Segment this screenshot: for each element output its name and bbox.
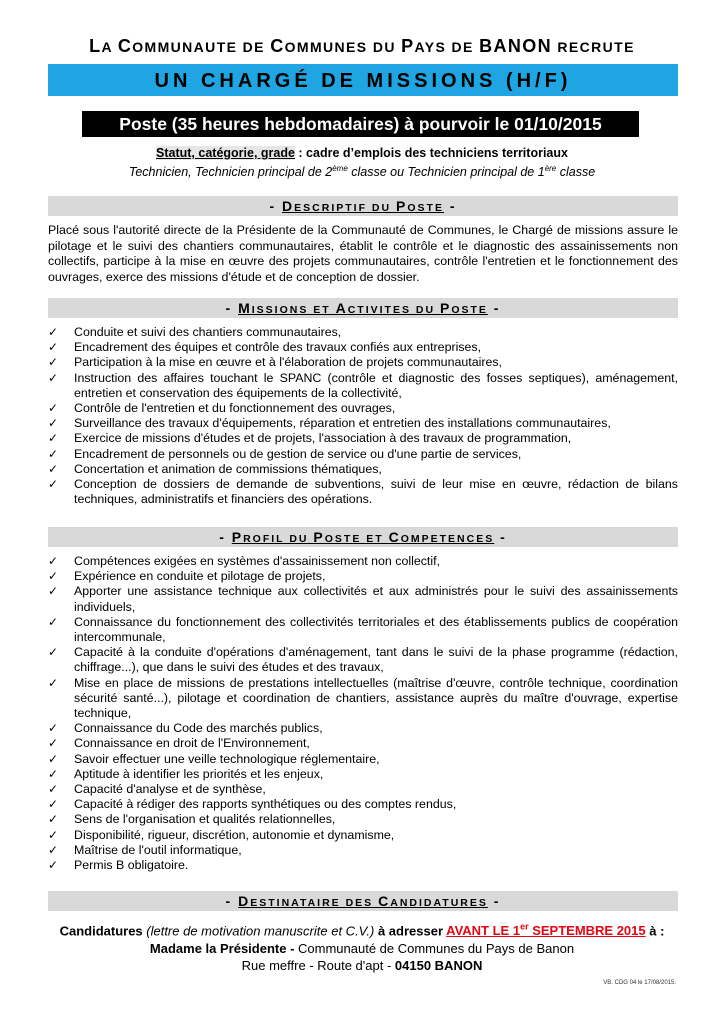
list-item: ✓ Contrôle de l'entretien et du fonctionnement des ouvrages, [48,401,396,416]
section-header-missions: - MISSIONS ET ACTIVITES DU POSTE - [48,298,678,318]
list-item: ✓ Savoir effectuer une veille technologique réglementaire, [48,751,380,766]
list-item: ✓ Conduite et suivi des chantiers communautaires, [48,325,342,339]
checkmark-icon: ✓ [48,827,59,842]
list-item: ✓ Connaissance en droit de l'Environnement, [48,736,310,751]
list-item: ✓ Capacité à la conduite d'opérations d'aménagement, tant dans le suivi de la phase programme (rédaction, chiffrage...), que dans le suivi des études et des travaux, [48,645,678,675]
job-title-banner: UN CHARGÉ DE MISSIONS (H/F) [48,64,678,96]
list-item: ✓ Encadrement des équipes et contrôle des travaux confiés aux entreprises, [48,340,482,355]
grades-line: Technicien, Technicien principal de 2ème classe ou Technicien principal de 1ère classe [128,164,596,180]
list-item: ✓ Surveillance des travaux d'équipements, réparation et entretien des installations communautaires, [48,416,611,431]
list-item: ✓ Capacité à rédiger des rapports synthétiques ou des comptes rendus, [48,797,457,812]
list-item: ✓ Participation à la mise en œuvre et à l'élaboration de projets communautaires, [48,355,502,370]
post-details-bar: Poste (35 heures hebdomadaires) à pourvoir le 01/10/2015 [82,111,639,137]
section-header-profil: - PROFIL DU POSTE ET COMPETENCES - [48,527,678,547]
deadline: AVANT LE 1er SEPTEMBRE 2015 [446,922,646,939]
recipient-address-line-1: Madame la Présidente - Communauté de Communes du Pays de Banon [149,941,575,956]
candidature-instructions: Candidatures (lettre de motivation manuscrite et C.V.) à adresser AVANT LE 1er SEPTEMBRE 2015 à : [59,922,665,939]
statut-line [0,146,724,160]
checkmark-icon: ✓ [48,842,59,857]
list-item: ✓ Sens de l'organisation et qualités relationnelles, [48,812,336,827]
list-item: ✓ Exercice de missions d'études et de projets, l'association à des travaux de programmation, [48,431,572,446]
list-item: ✓ Connaissance du fonctionnement des collectivités territoriales et des établissements publics de coopération intercommunale, [48,614,678,645]
checkmark-icon: ✓ [48,370,59,385]
checkmark-icon: ✓ [48,675,59,690]
list-item: ✓ Permis B obligatoire. [48,858,189,873]
checkmark-icon: ✓ [48,401,59,416]
list-item: ✓ Expérience en conduite et pilotage de projets, [48,569,326,584]
section-header-destinataire: - DESTINATAIRE DES CANDIDATURES - [48,891,678,911]
descriptif-paragraph: Placé sous l'autorité directe de la Présidente de la Communauté de Communes, le Chargé de missions assure le pilotage et le suivi des chantiers communautaires, établit le contrôle et le diagnostic des assainissements non collectifs, participe à la mise en œuvre des projets communautaires, contrôle l'entretien et le fonctionnement des ouvrages, exerce des missions d'étude et de conception de dossier. [48,223,678,284]
checkmark-icon: ✓ [48,812,59,827]
checkmark-icon: ✓ [48,446,59,461]
checkmark-icon: ✓ [48,325,59,339]
missions-list [48,325,678,507]
checkmark-icon: ✓ [48,340,59,355]
recipient-address-line-2: Rue meffre - Route d'apt - 04150 BANON [241,958,483,973]
list-item: ✓ Compétences exigées en systèmes d'assainissement non collectif, [48,554,441,568]
checkmark-icon: ✓ [48,355,59,370]
checkmark-icon: ✓ [48,766,59,781]
checkmark-icon: ✓ [48,614,59,629]
checkmark-icon: ✓ [48,751,59,766]
list-item: ✓ Instruction des affaires touchant le SPANC (contrôle et diagnostic des fosses septiques), aménagement, entretien et conservation des équipements de la collectivité, [48,370,678,400]
statut-text: : cadre d’emplois des techniciens territoriaux [294,146,568,160]
checkmark-icon: ✓ [48,569,59,584]
list-item: ✓ Encadrement de personnels ou de gestion de service ou d'une partie de services, [48,446,522,461]
document-reference: VB. CDG 04 le 17/08/2015. [603,980,676,986]
organization-title: LA COMMUNAUTE DE COMMUNES DU PAYS DE BANON RECRUTE [89,36,635,56]
section-header-descriptif: - DESCRIPTIF DU POSTE - [48,196,678,216]
checkmark-icon: ✓ [48,858,59,873]
checkmark-icon: ✓ [48,736,59,751]
checkmark-icon: ✓ [48,477,59,492]
list-item: ✓ Connaissance du Code des marchés publics, [48,721,323,736]
checkmark-icon: ✓ [48,431,59,446]
checkmark-icon: ✓ [48,721,59,736]
list-item: ✓ Capacité d'analyse et de synthèse, [48,782,266,797]
checkmark-icon: ✓ [48,416,59,431]
list-item: ✓ Mise en place de missions de prestations intellectuelles (maîtrise d'œuvre, contrôle technique, coordination sécurité santé...), pilotage et coordination de chantiers, assistance auprès du maître d'ouvrage, expertise technique, [48,675,678,721]
checkmark-icon: ✓ [48,554,59,568]
list-item: ✓ Aptitude à identifier les priorités et les enjeux, [48,766,324,781]
checkmark-icon: ✓ [48,584,59,599]
list-item: ✓ Conception de dossiers de demande de subventions, suivi de leur mise en œuvre, rédaction de bilans techniques, administratifs et financiers des opérations. [48,477,678,507]
list-item: ✓ Maîtrise de l'outil informatique, [48,842,242,857]
list-item: ✓ Apporter une assistance technique aux collectivités et aux administrés pour le suivi des assainissements individuels, [48,584,678,614]
checkmark-icon: ✓ [48,645,59,660]
list-item: ✓ Concertation et animation de commissions thématiques, [48,461,382,476]
checkmark-icon: ✓ [48,461,59,476]
checkmark-icon: ✓ [48,797,59,812]
checkmark-icon: ✓ [48,782,59,797]
statut-label: Statut, catégorie, grade [156,146,295,160]
list-item: ✓ Disponibilité, rigueur, discrétion, autonomie et dynamisme, [48,827,395,842]
competences-list [48,554,678,873]
